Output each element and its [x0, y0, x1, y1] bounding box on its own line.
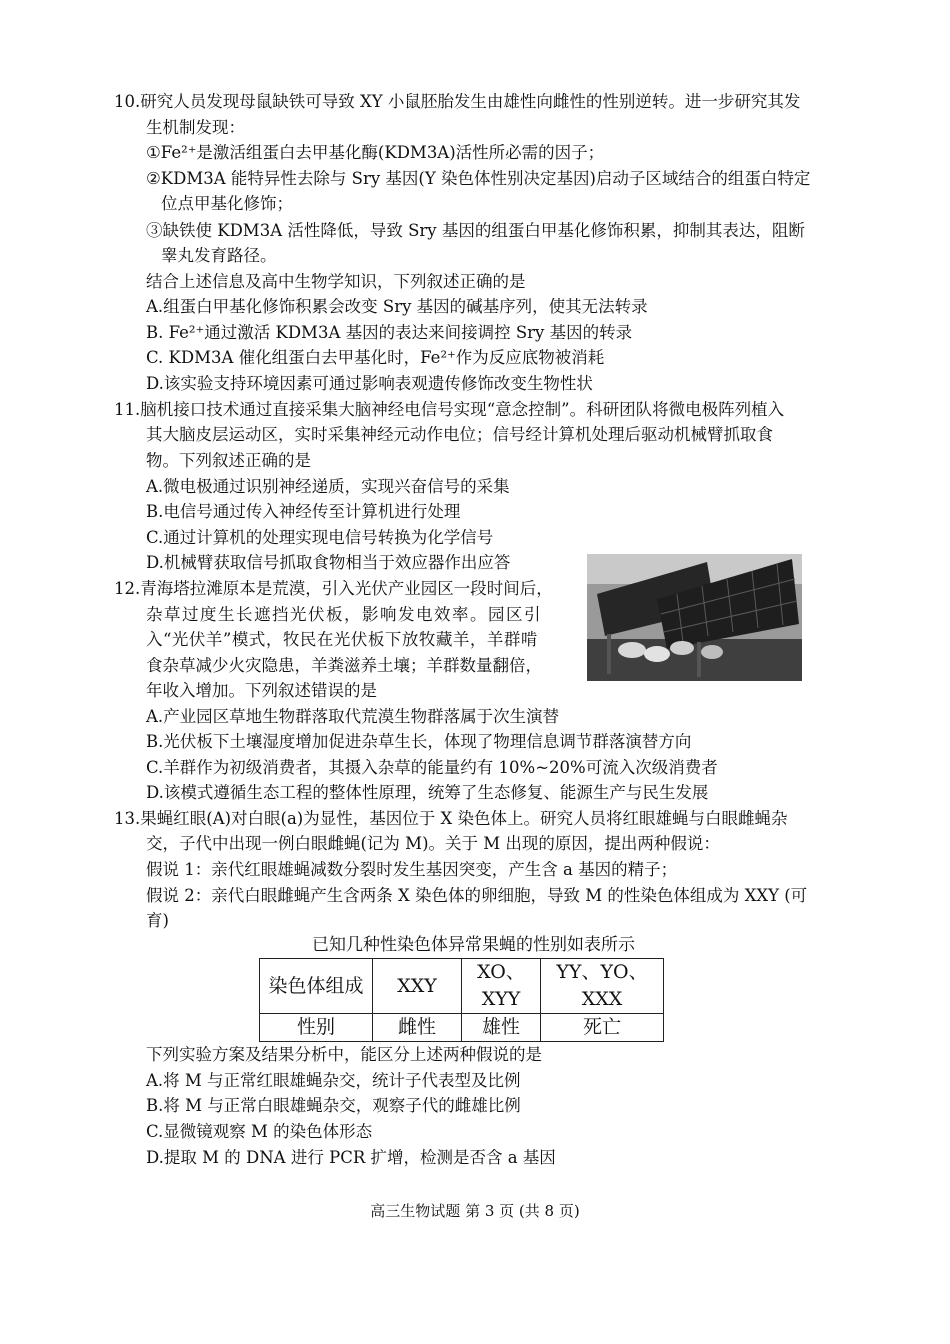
q10-stem-line2: 生机制发现： — [146, 118, 245, 137]
q13-hypothesis-2-cont: 育) — [146, 911, 169, 930]
q10-option-b[interactable]: B. Fe²⁺通过激活 KDM3A 基因的表达来间接调控 Sry 基因的转录 — [146, 323, 633, 342]
q10-point2-cont: 位点甲基化修饰； — [161, 194, 293, 213]
table-header-cell: 性别 — [260, 1014, 373, 1042]
q12-stem-line1: 12.青海塔拉滩原本是荒漠，引入光伏产业园区一段时间后， — [114, 579, 553, 598]
q11-option-a[interactable]: A.微电极通过识别神经递质，实现兴奋信号的采集 — [146, 477, 510, 496]
q12-stem-line2: 杂草过度生长遮挡光伏板，影响发电效率。园区引 — [146, 605, 542, 624]
q11-stem-line3: 物。下列叙述正确的是 — [146, 451, 311, 470]
page-footer: 高三生物试题 第 3 页 (共 8 页) — [370, 1202, 580, 1220]
q11-option-b[interactable]: B.电信号通过传入神经传至计算机进行处理 — [146, 502, 461, 521]
q11-stem-line1: 11.脑机接口技术通过直接采集大脑神经电信号实现“意念控制”。科研团队将微电极阵列植入 — [114, 400, 785, 419]
q11-option-c[interactable]: C.通过计算机的处理实现电信号转换为化学信号 — [146, 528, 494, 547]
table-cell: 雄性 — [462, 1014, 541, 1042]
solar-sheep-illustration — [587, 554, 802, 681]
q13-stem-line2: 交，子代中出现一例白眼雌蝇(记为 M)。关于 M 出现的原因，提出两种假说： — [146, 834, 720, 853]
q13-prompt: 下列实验方案及结果分析中，能区分上述两种假说的是 — [146, 1045, 542, 1064]
table-cell: 雌性 — [373, 1014, 462, 1042]
q10-option-a[interactable]: A.组蛋白甲基化修饰积累会改变 Sry 基因的碱基序列，使其无法转录 — [146, 297, 648, 316]
q10-point3: ③缺铁使 KDM3A 活性降低，导致 Sry 基因的组蛋白甲基化修饰积累，抑制其表达，阻断 — [146, 221, 805, 240]
table-row — [260, 959, 664, 1014]
q10-prompt: 结合上述信息及高中生物学知识，下列叙述正确的是 — [146, 272, 526, 291]
table-cell: XO、XYY — [462, 959, 541, 1014]
solar-sheep-photo — [587, 554, 802, 681]
q10-point3-cont: 睾丸发育路径。 — [161, 246, 277, 265]
q13-option-a[interactable]: A.将 M 与正常红眼雄蝇杂交，统计子代表型及比例 — [146, 1071, 521, 1090]
q11-stem-line2: 其大脑皮层运动区，实时采集神经元动作电位；信号经计算机处理后驱动机械臂抓取食 — [146, 425, 773, 444]
q10-point2: ②KDM3A 能特异性去除与 Sry 基因(Y 染色体性别决定基因)启动子区域结合的组蛋白特定 — [146, 169, 811, 188]
q12-stem-line4: 食杂草减少火灾隐患，羊粪滋养土壤；羊群数量翻倍， — [146, 656, 542, 675]
q10-option-d[interactable]: D.该实验支持环境因素可通过影响表观遗传修饰改变生物性状 — [146, 374, 593, 393]
q12-option-a[interactable]: A.产业园区草地生物群落取代荒漠生物群落属于次生演替 — [146, 707, 560, 726]
q10-point1: ①Fe²⁺是激活组蛋白去甲基化酶(KDM3A)活性所必需的因子； — [146, 143, 605, 162]
sex-chromosome-table — [259, 958, 664, 1042]
q11-option-d[interactable]: D.机械臂获取信号抓取食物相当于效应器作出应答 — [146, 553, 511, 572]
q13-stem-line1: 13.果蝇红眼(A)对白眼(a)为显性，基因位于 X 染色体上。研究人员将红眼雄蝇与白眼雌蝇杂 — [114, 809, 788, 828]
q10-stem-line1: 10.研究人员发现母鼠缺铁可导致 XY 小鼠胚胎发生由雄性向雌性的性别逆转。进一步研究其发 — [114, 92, 801, 111]
table-cell: 死亡 — [541, 1014, 664, 1042]
table-row — [260, 1014, 664, 1042]
q13-option-c[interactable]: C.显微镜观察 M 的染色体形态 — [146, 1122, 373, 1141]
table-caption: 已知几种性染色体异常果蝇的性别如表所示 — [312, 935, 635, 955]
q12-option-d[interactable]: D.该模式遵循生态工程的整体性原理，统筹了生态修复、能源生产与民生发展 — [146, 783, 709, 802]
q13-hypothesis-1: 假说 1：亲代红眼雄蝇减数分裂时发生基因突变，产生含 a 基因的精子； — [146, 860, 678, 879]
q13-hypothesis-2: 假说 2：亲代白眼雌蝇产生含两条 X 染色体的卵细胞，导致 M 的性染色体组成为 XXY (可 — [146, 886, 808, 905]
q10-option-c[interactable]: C. KDM3A 催化组蛋白去甲基化时，Fe²⁺作为反应底物被消耗 — [146, 348, 605, 367]
table-header-cell: 染色体组成 — [260, 959, 373, 1014]
q12-stem-line3: 入“光伏羊”模式，牧民在光伏板下放牧藏羊，羊群啃 — [146, 630, 538, 649]
q12-stem-line5: 年收入增加。下列叙述错误的是 — [146, 681, 377, 700]
q12-option-c[interactable]: C.羊群作为初级消费者，其摄入杂草的能量约有 10%~20%可流入次级消费者 — [146, 758, 718, 777]
q13-option-d[interactable]: D.提取 M 的 DNA 进行 PCR 扩增，检测是否含 a 基因 — [146, 1148, 556, 1167]
q13-option-b[interactable]: B.将 M 与正常白眼雄蝇杂交，观察子代的雌雄比例 — [146, 1096, 521, 1115]
table-cell: YY、YO、XXX — [541, 959, 664, 1014]
q12-option-b[interactable]: B.光伏板下土壤湿度增加促进杂草生长，体现了物理信息调节群落演替方向 — [146, 732, 692, 751]
table-cell: XXY — [373, 959, 462, 1014]
